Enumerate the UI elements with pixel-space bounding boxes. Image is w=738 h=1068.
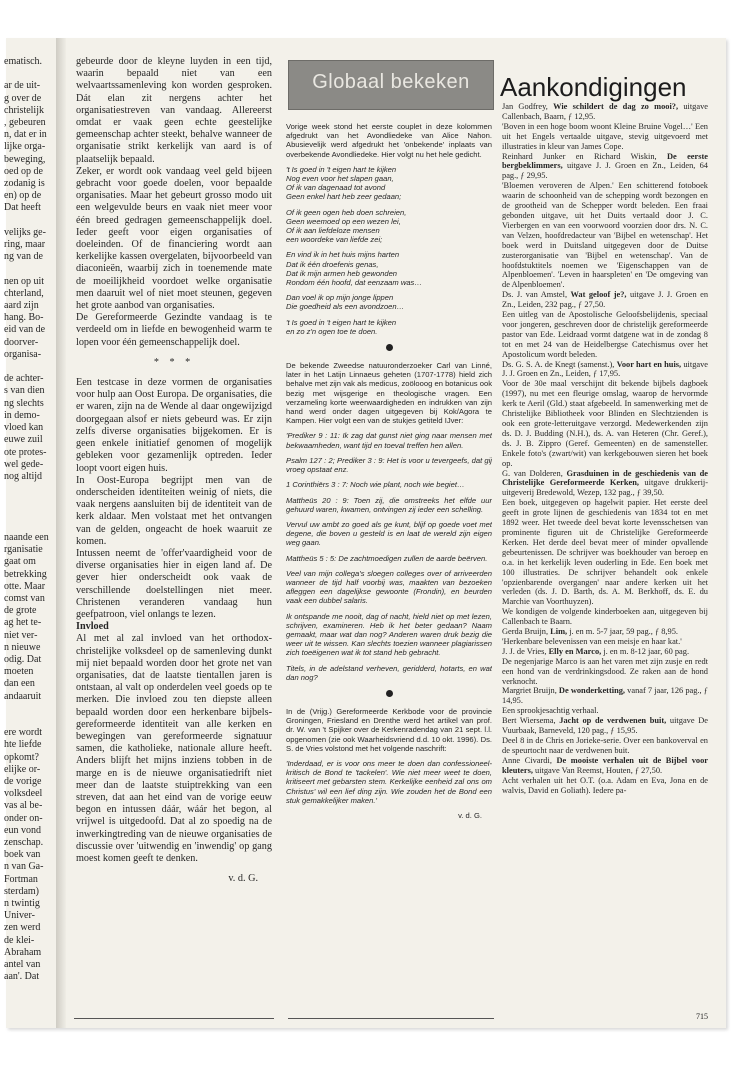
entry-text: J. J. de Vries,: [502, 646, 549, 656]
announcement-entry: [502, 152, 708, 182]
entry-text: De negenjarige Marco is aan het varen met zijn zusje en redt een hond van de verdrinkingsdood. Ze raken aan de hond verknocht.: [502, 656, 708, 686]
entry-publisher: vanaf 7 jaar, 126 pag., ƒ 14,95.: [502, 686, 708, 706]
entry-publisher: uitgave De Vuurbaak, Barneveld, 120 pag., ƒ 15,95.: [502, 716, 708, 736]
announcement-entry: [502, 379, 708, 468]
article-paragraph: Zeker, er wordt ook vandaag veel geld bijeen gebracht voor goede doelen, voor bepaalde organisaties. Maar het gebeurt grosso modo uit een welgevulde beurs en vaak niet meer voor één breed gedragen gemeenschappelijk doel. Ieder geeft voor eigen organisaties of doeleinden. Of de financiering wordt aan kerkelijke kassen overgelaten, bijvoorbeeld van diaconieën, waarbij zich in toenemende mate de moeilijkheid voordoet welke organisatie men daaruit wel of niet moet steunen, gegeven het grote aanbod van organisaties.: [76, 165, 272, 312]
quote-paragraph: Vervul uw ambt zo goed als ge kunt, blijf op goede voet met degene, die boven u gesteld is en laat de wereld zijn eigen weg gaan.: [286, 519, 492, 548]
text-fragment: g over de: [4, 92, 42, 104]
entry-text: 'Herkenbare belevenissen van een meisje en haar kat.': [502, 636, 682, 646]
announcement-entry: [502, 706, 708, 716]
announcement-entry: [502, 637, 708, 647]
announcement-entry: [502, 181, 708, 290]
text-fragment: wel gede-: [4, 458, 44, 470]
text-fragment: en) op de: [4, 190, 42, 202]
text-fragment: , gebeuren: [4, 117, 46, 129]
text-fragment: [4, 703, 56, 715]
text-fragment: de klei-: [4, 934, 35, 946]
announcement-entry: [502, 469, 708, 499]
text-fragment: hang. Bo-: [4, 312, 44, 324]
text-fragment: [4, 520, 56, 532]
text-fragment: volksdeel: [4, 788, 43, 800]
text-fragment: zodanig is: [4, 178, 45, 190]
entry-text: Margriet Bruijn,: [502, 686, 559, 696]
text-fragment: [4, 361, 56, 373]
book-title: Voor hart en huis,: [616, 359, 682, 369]
article-paragraph: Intussen neemt de 'offer'vaardigheid voor de diverse organisaties hier in eigen land af. De gever hier onderscheidt ook vaak de verschillende doelstellingen niet meer. Christenen veranderen vandaag hun geefpatroon, viel onlangs te lezen.: [76, 547, 272, 620]
bullet-separator: [386, 344, 393, 351]
text-fragment: comst van: [4, 592, 45, 604]
text-fragment: naande een: [4, 531, 49, 543]
entry-text: Acht verhalen uit het O.T. (o.a. Adam en Eva, Jona en de walvis, David en Goliath). Iedere pa-: [502, 775, 708, 795]
entry-publisher: uitgave J. J. Groen en Zn., Leiden, ƒ 17,95.: [502, 359, 708, 379]
announcement-entry: [502, 102, 708, 122]
main-article-column: [76, 56, 272, 885]
text-fragment: [4, 68, 56, 80]
announcement-entry: [502, 607, 708, 627]
announcement-entry: [502, 360, 708, 380]
text-fragment: aan'. Dat: [4, 971, 40, 983]
text-fragment: [4, 508, 56, 520]
text-fragment: dan een: [4, 678, 35, 690]
announcement-entry: [502, 290, 708, 310]
book-title: Elly en Marco,: [548, 646, 602, 656]
text-fragment: de grote: [4, 605, 37, 617]
text-fragment: christelijk: [4, 104, 44, 116]
entry-publisher: uitgave J. J. Groen en Zn., Leiden, 232 pag., ƒ 27,50.: [502, 290, 708, 310]
page-number: 715: [696, 1012, 708, 1021]
book-title: Jacht op de verdwenen buit,: [559, 716, 667, 726]
text-fragment: nen op uit: [4, 275, 44, 287]
book-title: De mooiste verhalen uit de Bijbel voor kleuters,: [502, 755, 708, 775]
text-fragment: doorver-: [4, 336, 39, 348]
text-fragment: n nieuwe: [4, 641, 41, 653]
section-separator: * * *: [153, 356, 195, 368]
text-fragment: vloed kan: [4, 422, 44, 434]
linnaeus-intro: De bekende Zweedse natuuronderzoeker Carl van Linné, later in het Latijn Linnaeus geheten (1707-1778) hield zich behalve met zijn vak als medicus, zoölooog en botanicus ook bezig met wijsgerige en theologische vragen. Een verzameling korte weerwaardigheden en indrukken van zijn hand werd onder dagen uitgegeven bij Kok/Agora te Kampen. Hier volgt een van de stukjes getiteld IJver:: [286, 361, 492, 426]
entry-text: Een sprookjesachtig verhaal.: [502, 706, 599, 716]
text-fragment: ng slechts: [4, 397, 44, 409]
entry-text: Anne Civardi,: [502, 755, 557, 765]
text-fragment: euwe zuil: [4, 434, 43, 446]
announcement-entry: [502, 310, 708, 360]
text-fragment: in demo-: [4, 409, 40, 421]
quote-paragraph: 1 Corinthiërs 3 : 7: Noch wie plant, noch wie begiet…: [286, 480, 465, 490]
announcements-column: [502, 102, 708, 795]
text-fragment: opkomt?: [4, 751, 39, 763]
text-fragment: onder on-: [4, 812, 43, 824]
text-fragment: Abraham: [4, 946, 42, 958]
entry-publisher: uitgave J. J. Groen en Zn., Leiden, 64 pag., ƒ 29,95.: [502, 161, 708, 181]
entry-text: Bert Wiersema,: [502, 716, 560, 726]
entry-text: Reinhard Junker en Richard Wiskin,: [502, 151, 667, 161]
book-title: Lim,: [550, 627, 568, 637]
article-paragraph: gebeurde door de kleyne luyden in een tijd, waarin bepaald niet van een welvaartssamenleving kon worden gesproken. Dát elan zit nergens achter het organisatiestreven van vandaag. Allereerst omdat er vaak geen echte geestelijke gemeenschap achter steekt, behalve wanneer de organisatie strikt kerkelijk van aard is of plaatselijk bepaald.: [76, 56, 272, 165]
text-fragment: eun vond: [4, 824, 41, 836]
text-fragment: [4, 215, 56, 227]
text-fragment: betrekking: [4, 568, 47, 580]
text-fragment: sterdam): [4, 885, 39, 897]
left-column-fragments: [4, 56, 56, 983]
text-fragment: s van dien: [4, 385, 45, 397]
quote-paragraph: 'Prediker 9 : 11: Ik zag dat gunst niet ging naar mensen met bekwaamheden, want tijd en toeval treffen hen allen.: [286, 431, 492, 450]
announcement-entry: [502, 657, 708, 687]
quote-paragraph: Mattheüs 20 : 9: Toen zij, die omstreeks het elfde uur gehuurd waren, kwamen, ontvingen zij ieder een schelling.: [286, 495, 492, 514]
entry-text: We kondigen de volgende kinderboeken aan, uitgegeven bij Callenbach te Baarn.: [502, 607, 708, 627]
subheading-invloed: Invloed: [76, 621, 109, 633]
poem: [286, 165, 492, 336]
globaal-bekeken-banner: [288, 60, 494, 110]
text-fragment: rganisatie: [4, 544, 43, 556]
book-title: Grasduinen in de geschiedenis van de Christelijke Gereformeerde Kerken,: [502, 468, 708, 488]
text-fragment: [4, 715, 56, 727]
text-fragment: [4, 495, 56, 507]
book-title: Wat geloof je?,: [570, 290, 627, 300]
text-fragment: beweging,: [4, 153, 46, 165]
entry-text: Deel 8 in de Chris en Jorieke-serie. Over een bankoverval en de speurtocht naar de verdwenen buit.: [502, 736, 708, 755]
text-fragment: Dat heeft: [4, 202, 41, 214]
announcement-entry: [502, 686, 708, 706]
poem-stanza: En vind ik in het huis mijns harten Dat ik één droefenis genas, Dat ik mijn armen heb gewonden Rondom één hoofd, dat eenzaam was…: [286, 250, 422, 288]
text-fragment: hte liefde: [4, 739, 42, 751]
text-fragment: boek van: [4, 849, 41, 861]
article-paragraph: Al met al zal invloed van het orthodox-christelijke volksdeel op de samenleving dunkt mij niet bepaald worden door het grote net van organisaties, dat de laatste tientallen jaren is ontstaan, al valt op onderdelen veel goeds op te merken. Die invloed zou ten diepste alleen bepaald worden door een herkenbare bijbels-gereformeerde identiteit van alle kerken en bewegingen van gereformeerde signatuur samen, die katholieke, nationale allure heeft. Anders blijft het mijns inziens tobben in de marge en is de nieuwe organisatiedrift niet meer dan de laatste stuiptrekking van een streven, dat aan het eind van de vorige eeuw begon en intussen dáár, wáár het begon, al vrijwel is uitgedoofd. Dat al zo spoedig na de inwerkingtreding van de nieuwe organisaties de discussie over 'uitwendig en 'inwendig' op gang moest komen geeft te denken.: [76, 633, 272, 864]
text-fragment: [4, 483, 56, 495]
text-fragment: elijke or-: [4, 763, 41, 775]
entry-text: Een uitleg van de Apostolische Geloofsbelijdenis, speciaal voor jongeren, geschreven door de christelijk gereformeerde pastor van Ede. Leidraad vormt datgene wat in de zondag 8 tot en met 24 van de Heidelbergse Catechismus over het Apostolicum wordt beleden.: [502, 310, 708, 359]
text-fragment: andaaruit: [4, 690, 42, 702]
text-fragment: velijks ge-: [4, 226, 46, 238]
text-fragment: gaat om: [4, 556, 36, 568]
article-signature: v. d. G.: [228, 873, 258, 885]
entry-publisher: uitgave Callenbach, Baarn, ƒ 12,95.: [502, 102, 708, 121]
poem-intro: Vorige week stond het eerste couplet in deze kolommen afgedrukt van het Avondliedeke van Alice Nahon. Abusievelijk werd afgedrukt het 'onbekende' inplaats van overbekende Avondliedeke. Hier volgt nu het hele gedicht.: [286, 122, 492, 159]
linnaeus-quote: [286, 431, 492, 681]
entry-text: Gerda Bruijn,: [502, 627, 551, 637]
text-fragment: n van Ga-: [4, 861, 44, 873]
entry-publisher: j. en m. 5-7 jaar, 59 pag., ƒ 8,95.: [567, 627, 678, 637]
text-fragment: eid van de: [4, 324, 46, 336]
entry-text: Ds. G. S. A. de Knegt (samenst.),: [502, 359, 617, 369]
text-fragment: lijke orga-: [4, 141, 46, 153]
entry-text: 'Bloemen veroveren de Alpen.' Een schitterend fotoboek waarin de schoonheid van de schepping wordt bezongen en de grootheid van de Schepper wordt beleden. Een fraai gebonden uitgave, uit het Duits vertaald door J. C. Vierbergen en van een voorwoord voorzien door drs. N. C. van Velzen, hoofdredacteur van 'Bijbel en wetenschap'. Het boek werd in Duitsland uitgegeven door de Duitse zusterorganisatie van 'Bijbel en wetenschap'. Van de hoofdstuktitels noemen we 'Eigenschappen van de Alpenbloemen'. 'Leven in haarspleten' en 'De omgeving van de Alpenbloemen'.: [502, 181, 708, 290]
quote-paragraph: Titels, in de adelstand verheven, geridderd, hotarts, en wat dan nog?: [286, 663, 492, 682]
poem-stanza: 't Is goed in 't eigen hart te kijken en zo z'n ogen toe te doen.: [286, 317, 397, 336]
article-paragraph: De Gereformeerde Gezindte vandaag is te verdeeld om in liefde en bewogenheid warm te lopen voor één gemeenschappelijk doel.: [76, 312, 272, 348]
text-fragment: Fortman: [4, 873, 38, 885]
text-fragment: n, dat er in: [4, 129, 47, 141]
text-fragment: ng van de: [4, 251, 43, 263]
article-paragraph: Een testcase in deze vormen de organisaties voor hulp aan Oost Europa. De organisaties, die er waren, zijn na de Wende al daar ongewijzigd doorgegaan alsof er niets gebeurd was. Er zijn zelfs diverse organisaties bijgekomen. Er is geen enkele initiatief genomen of mogelijk gebleken voor gezamenlijk optreden. Ieder loopt voort eigen huis.: [76, 377, 272, 474]
quote-paragraph: Mattheüs 5 : 5: De zachtmoedigen zullen de aarde beërven.: [286, 553, 488, 563]
globaal-bekeken-column: [286, 122, 492, 820]
poem-stanza: 't Is goed in 't eigen hart te kijken Nog even voor het slapen gaan, Of ik van dagenaad tot avond Geen enkel hart heb zeer gedaan;: [286, 164, 402, 202]
text-fragment: ring, maar: [4, 239, 46, 251]
banner-title: Globaal bekeken: [312, 71, 470, 93]
entry-text: Een boek, uitgegeven op hagelwit papier. Het eerste deel geeft in grote lijnen de geschiedenis van 1834 tot en met 1892 weer. Het tweede deel bevat korte levensschetsen van prominente figuren uit de Christelijke Gereformeerde Kerken. Het derde deel bevat meer of minder opvallende gebeurtenissen. De schrijver was boekhouder van beroep en o.a. in het kerkelijk leven ouderling in Ede. Een boek met 100 illustraties. De schrijver behandelt ook enkele 'opzienbarende overgangen' naar andere kerken uit het verleden (ds. J. D. Barth, ds. A. M. Berkhoff, ds. E. du Marchie van Voorthuyzen).: [502, 498, 708, 607]
text-fragment: n twintig: [4, 898, 40, 910]
entry-text: Jan Godfrey,: [502, 102, 554, 111]
entry-publisher: uitgave Van Reemst, Houten, ƒ 27,50.: [532, 765, 663, 775]
text-fragment: ematisch.: [4, 56, 43, 67]
text-fragment: zen werd: [4, 922, 41, 934]
quote-paragraph: Veel van mijn collega's sloegen colleges over of arriveerden wanneer de tijd half voorbij was, maakten van bezoeken afleggen een dagelijkse gewoonte (Frondin), en beurden vaak een dubbel salaris.: [286, 568, 492, 606]
text-fragment: odig. Dat: [4, 653, 42, 665]
announcement-entry: [502, 756, 708, 776]
text-fragment: zenschap.: [4, 837, 44, 848]
announcement-entry: [502, 716, 708, 736]
announcement-entry: [502, 627, 708, 637]
text-fragment: ote protes-: [4, 446, 47, 458]
book-title: De eerste bergbeklimmers,: [502, 151, 708, 171]
entry-publisher: uitgave drukkerij-uitgeverij Bredewold, Wezep, 132 pag., ƒ 39,50.: [502, 478, 708, 498]
poem-stanza: Dan voel ik op mijn jonge lippen Die goedheid als een avondzoen…: [286, 293, 405, 312]
text-fragment: vas al be-: [4, 800, 43, 812]
entry-text: Voor de 30e maal verschijnt dit bekende bijbels dagboek (1997), nu met een fleurige omslag, waarop de hervormde kerk te Aeril (Gld.) staat afgebeeld. In samenwerking met de Christelijke Bibliotheek voor Blinden en Slechtzienden is ook een grote-letteruitgave verzorgd. Medewerkenden zijn ds. D. J. Budding (N.H.), ds. A. van Heteren (Chr. Geref.), ds. J. B. Zippro (Geref. Gemeenten) en de samensteller. Enkele foto's (zwart/wit) van kerkgebouwen sieren het boek op.: [502, 379, 708, 468]
text-fragment: Univer-: [4, 910, 35, 922]
text-fragment: nog altijd: [4, 470, 43, 482]
book-title: De wonderketting,: [558, 686, 626, 696]
announcement-entry: [502, 498, 708, 607]
book-title: Wie schildert de dag zo mooi?,: [553, 102, 679, 111]
text-fragment: niet ver-: [4, 629, 38, 641]
entry-text: G. van Dolderen,: [502, 468, 567, 478]
announcement-entry: [502, 736, 708, 756]
text-fragment: organisa-: [4, 348, 42, 360]
aankondigingen-heading: Aankondigingen: [500, 72, 687, 102]
entry-text: 'Boven in een hoge boom woont Kleine Bruine Vogel…' Een uit het Engels vertaalde uitgave, stevig uitgevoerd met illustraties in kleur van James Cope.: [502, 121, 708, 151]
quote-paragraph: Psalm 127 : 2; Prediker 3 : 9: Het is voor u tevergeefs, dat gij vroeg opstaat enz.: [286, 455, 492, 475]
bullet-separator: [386, 690, 393, 697]
bottom-rule: [288, 1018, 494, 1019]
announcement-entry: [502, 776, 708, 796]
text-fragment: moeten: [4, 666, 34, 678]
column-signature: v. d. G.: [458, 810, 482, 820]
kerkbode-quote: 'Inderdaad, er is voor ons meer te doen dan confessioneel-kritisch de Bond te 'tackelen'. Wie niet meer weet te doen, kritiseert met gebarsten stem. Kerkelijke eenheid zal ons om Christus' wil een lief ding zijn. Wie zouden het de Bond een stuk gemakkelijker maken.': [286, 758, 492, 805]
text-fragment: oed op de: [4, 165, 43, 177]
bottom-rule: [74, 1018, 274, 1019]
text-fragment: de vorige: [4, 775, 42, 787]
text-fragment: ag het te-: [4, 617, 42, 629]
announcement-entry: [502, 647, 708, 657]
text-fragment: de achter-: [4, 373, 44, 385]
quote-paragraph: Ik ontspande me nooit, dag of nacht, hield niet op met lezen, schrijven, examineren. Heb ik het beter gedaan? Naam gemaakt, maar wat dan nog? Anderen waren druk bezig die weer uit te wissen. Kan slechts toezien wanneer plagiarissen zich toeëigenen wat ik tot stand heb gebracht.: [286, 611, 492, 658]
text-fragment: ere wordt: [4, 727, 43, 739]
kerkbode-intro: In de (Vrijg.) Gereformeerde Kerkbode voor de provincie Groningen, Friesland en Drenthe werd het artikel van prof. dr. W. van 't Spijker over de Kerkenradendag van 21 sept. l.l. opgenomen (zie ook Waarheidsvriend d.d. 10 okt. 1996). Ds. S. de Vries volstond met het volgende naschrift:: [286, 706, 492, 753]
entry-text: Ds. J. van Amstel,: [502, 290, 571, 300]
article-paragraph: In Oost-Europa begrijpt men van de onderscheiden identiteiten weinig of niets, die vaak nergens aansluiten bij de identiteit van de kerk aldaar. Men volstaat met het ontvangen van de gelden, ongeacht de hoek waaruit ze komen.: [76, 474, 272, 547]
text-fragment: ar de uit-: [4, 80, 41, 92]
page-fold: [56, 38, 66, 1028]
text-fragment: aard zijn: [4, 300, 39, 312]
text-fragment: otte. Maar: [4, 580, 46, 592]
announcement-entry: [502, 122, 708, 152]
text-fragment: chterland,: [4, 287, 44, 299]
entry-publisher: j. en m. 8-12 jaar, 60 pag.: [601, 646, 690, 656]
text-fragment: antel van: [4, 959, 41, 971]
poem-stanza: Of ik geen ogen heb doen schreien, Geen weemoed op een wezen lei, Of ik aan liefdeloze mensen een woordeke van liefde zei;: [286, 207, 407, 245]
text-fragment: [4, 263, 56, 275]
